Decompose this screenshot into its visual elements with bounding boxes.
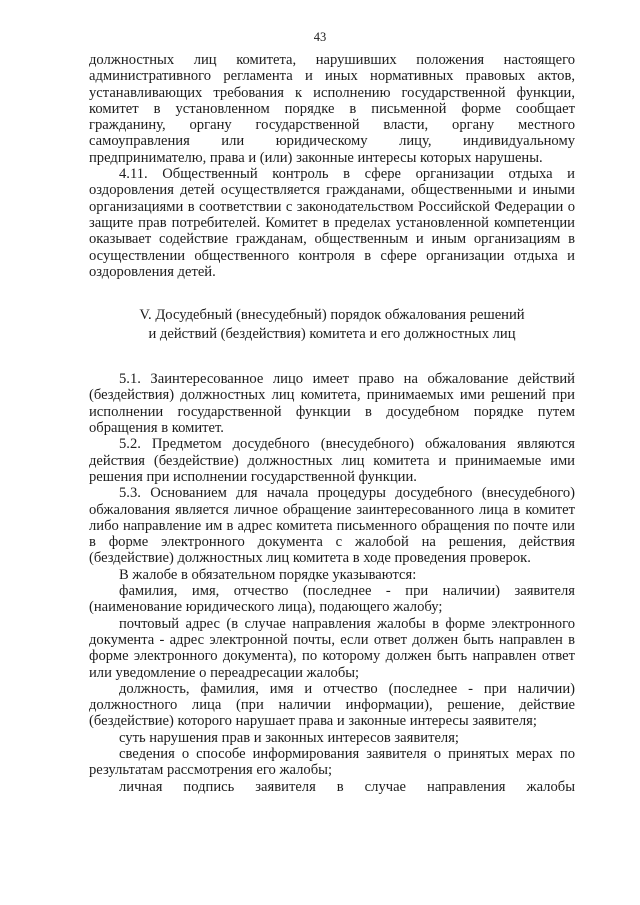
paragraph-5-1: 5.1. Заинтересованное лицо имеет право на обжалование действий (бездействия) должностных лиц комитета, принимаемых ими решений при исполнении государственной функции в досудебном порядке путем обращения в комитет. <box>89 371 575 437</box>
list-item-name: фамилия, имя, отчество (последнее - при наличии) заявителя (наименование юридического лица), подающего жалобу; <box>89 583 575 616</box>
section-heading-line-2: и действий (бездействия) комитета и его должностных лиц <box>148 326 516 343</box>
paragraph-complaint-intro: В жалобе в обязательном порядке указываются: <box>119 566 417 583</box>
page-number: 43 <box>313 30 327 44</box>
paragraph-4-11: 4.11. Общественный контроль в сфере организации отдыха и оздоровления детей осуществляется гражданами, общественными и иными организациями в соответствии с законодательством Российской Федерации о защите прав потребителей. Комитет в пределах установленной компетенции оказывает содействие гражданам, общественным и иным организациям в осуществлении общественного контроля в сфере организации отдыха и оздоровления детей. <box>89 166 575 280</box>
paragraph-5-3: 5.3. Основанием для начала процедуры досудебного (внесудебного) обжалования является личное обращение заинтересованного лица в комитет либо направление им в адрес комитета письменного обращения по почте или в форме электронного документа с жалобой на решения, действия (бездействие) должностных лиц комитета в ходе проведения проверок. <box>89 485 575 567</box>
section-heading <box>89 306 575 344</box>
paragraph-continuation: должностных лиц комитета, нарушивших положения настоящего административного регламента и иных нормативных правовых актов, устанавливающих требования к исполнению государственной функции, комитет в установленном порядке в письменной форме сообщает гражданину, органу государственной власти, органу местного самоуправления или юридическому лицу, индивидуальному предпринимателю, права и (или) законные интересы которых нарушены. <box>89 52 575 166</box>
document-body <box>89 52 575 795</box>
paragraph-5-2: 5.2. Предметом досудебного (внесудебного) обжалования являются действия (бездействие) должностных лиц комитета и принимаемые ими решения при исполнении государственной функции. <box>89 436 575 485</box>
list-item-notification: сведения о способе информирования заявителя о принятых мерах по результатам рассмотрения его жалобы; <box>89 745 575 779</box>
list-item-violation: суть нарушения прав и законных интересов заявителя; <box>119 729 459 746</box>
list-item-signature: личная подпись заявителя в случае направления жалобы <box>119 778 575 795</box>
list-item-official: должность, фамилия, имя и отчество (последнее - при наличии) должностного лица (при наличии информации), решение, действие (бездействие) которого нарушает права и законные интересы заявителя; <box>89 680 575 730</box>
section-heading-line-1: V. Досудебный (внесудебный) порядок обжалования решений <box>139 307 525 324</box>
list-item-address: почтовый адрес (в случае направления жалобы в форме электронного документа - адрес электронной почты, если ответ должен быть направлен в форме электронного документа), по которому должен быть направлен ответ или уведомление о переадресации жалобы; <box>89 615 575 681</box>
